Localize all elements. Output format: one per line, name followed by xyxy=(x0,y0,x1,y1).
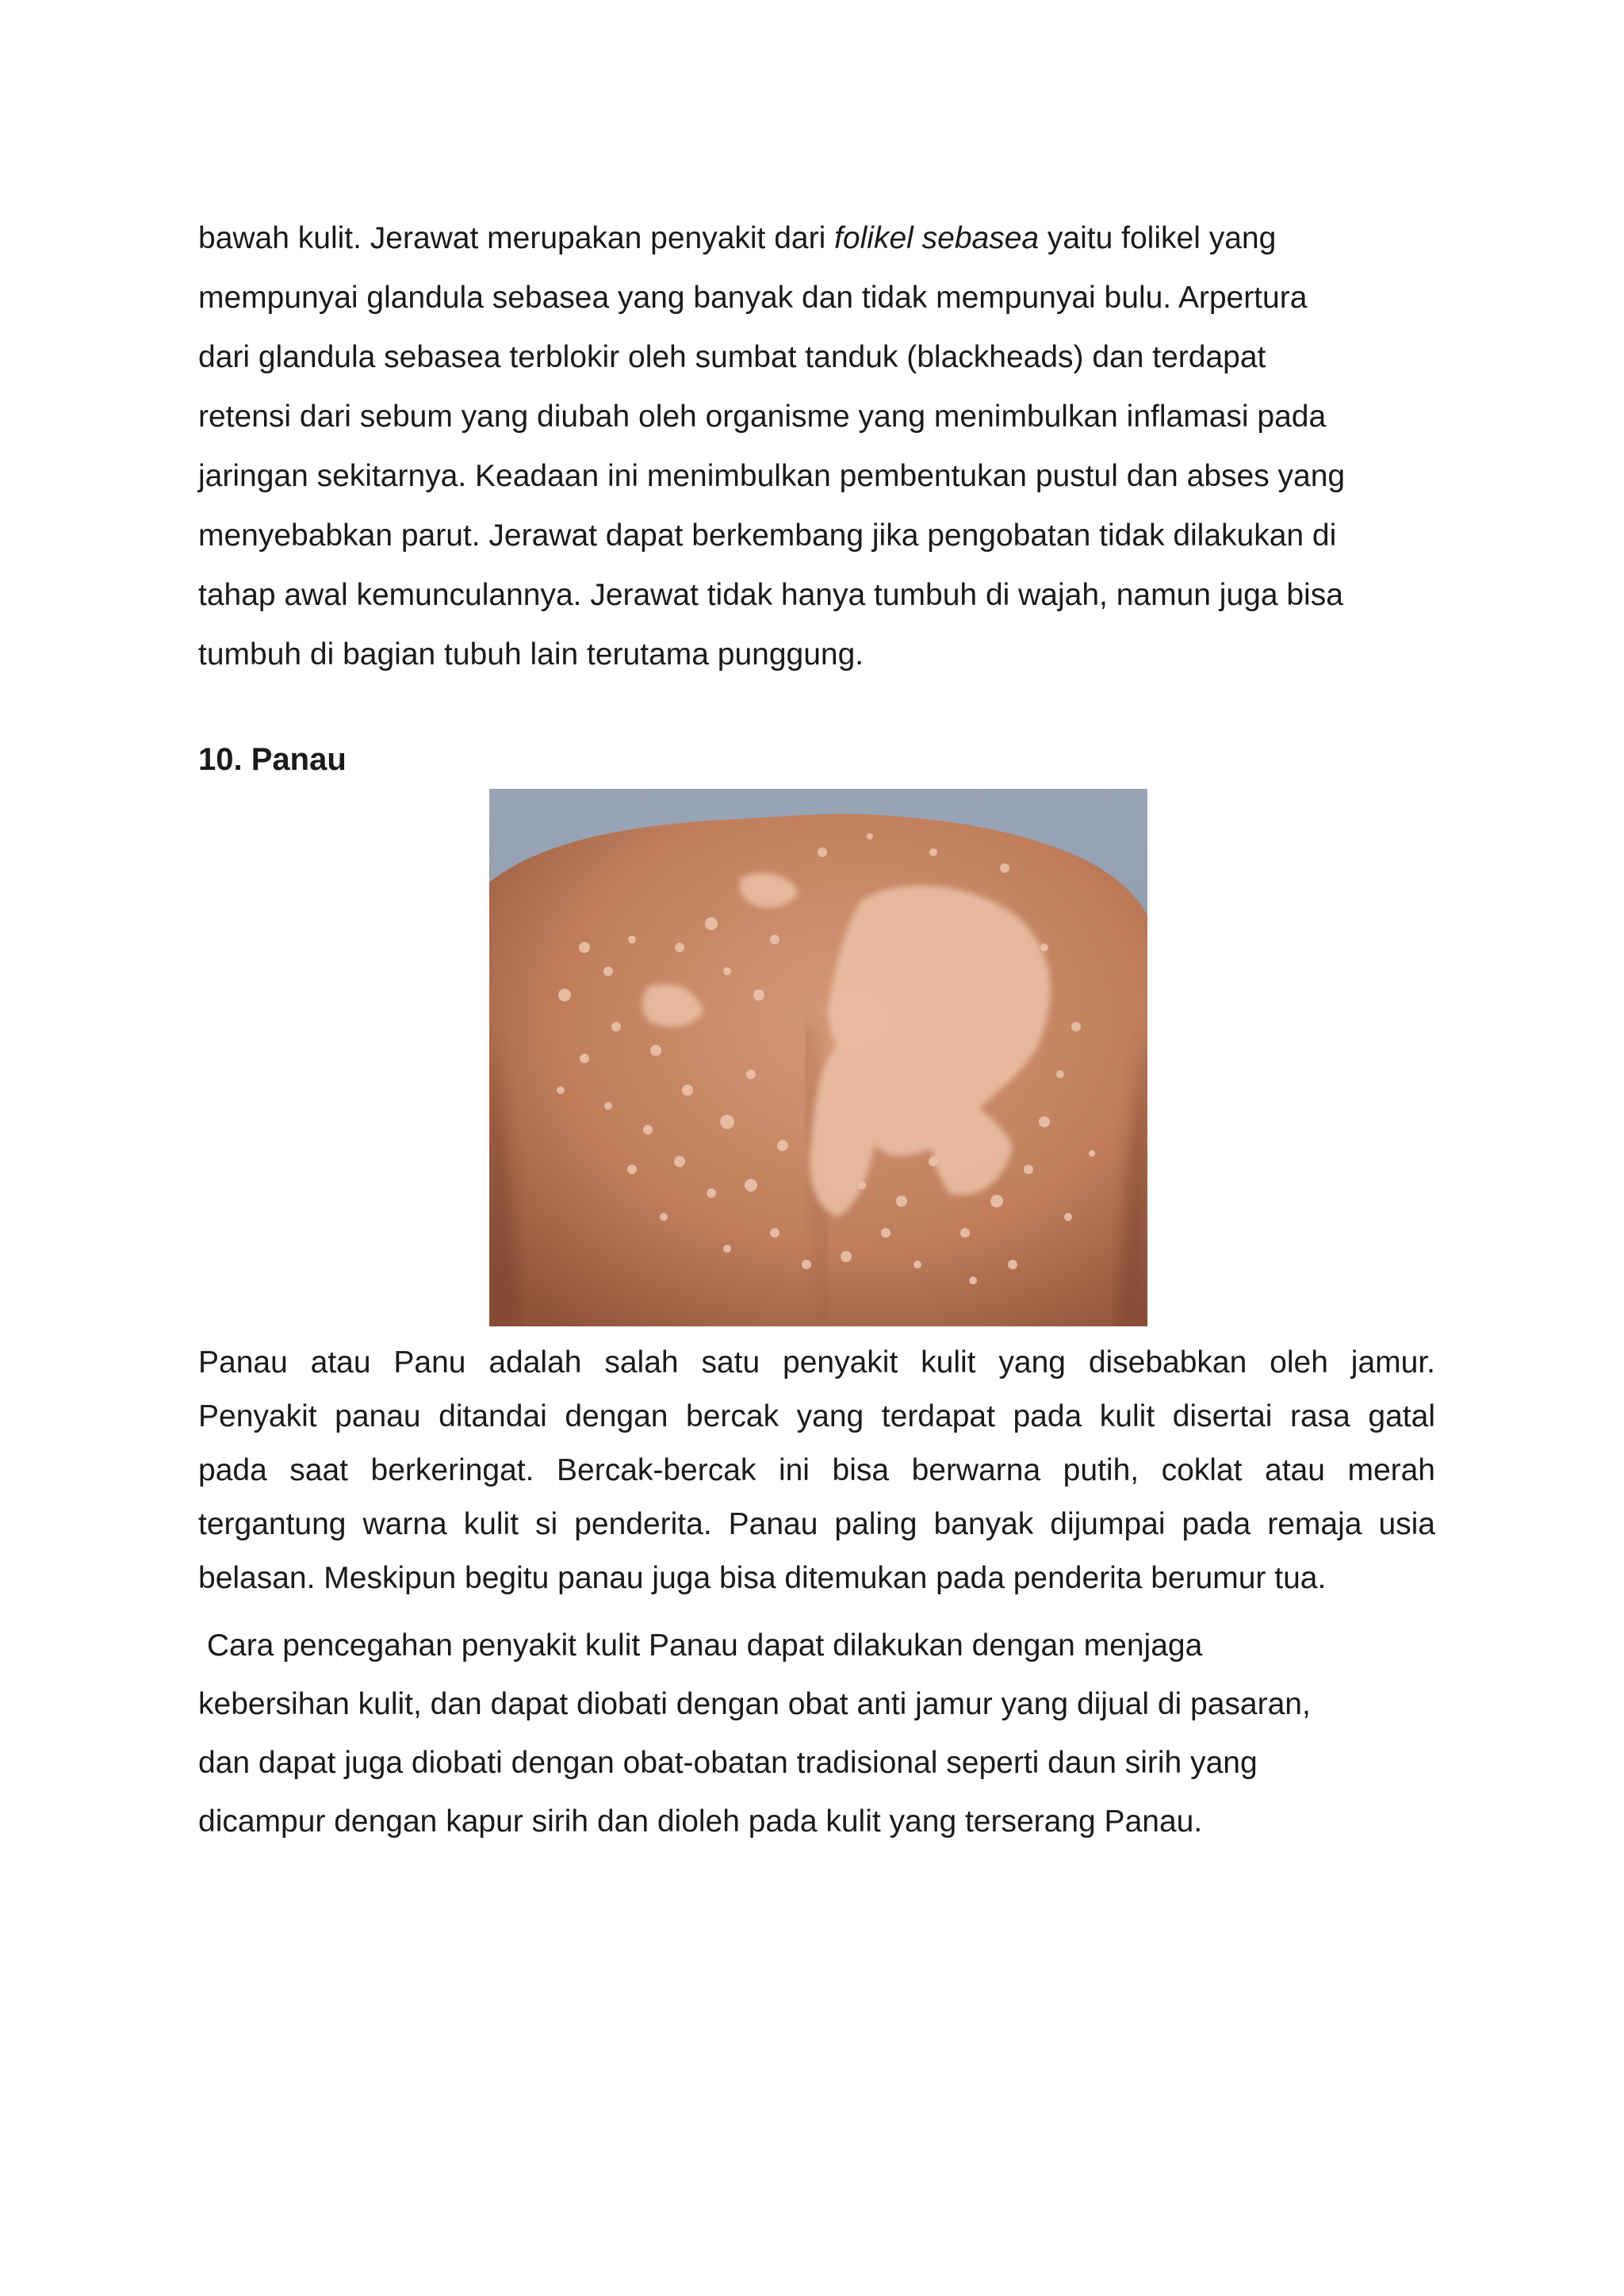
paragraph-prevention xyxy=(198,1617,1435,1851)
text-line: menyebabkan parut. Jerawat dapat berkembang jika pengobatan tidak dilakukan di xyxy=(198,519,1337,553)
text-line: dari glandula sebasea terblokir oleh sumbat tanduk (blackheads) dan terdapat xyxy=(198,340,1266,374)
italic-term: folikel sebasea xyxy=(834,221,1040,255)
panau-skin-photo xyxy=(489,789,1147,1326)
back-skin-illustration xyxy=(489,789,1147,1326)
text-line: Cara pencegahan penyakit kulit Panau dapat dilakukan dengan menjaga xyxy=(198,1628,1203,1663)
text-line: dicampur dengan kapur sirih dan dioleh pada kulit yang terserang Panau. xyxy=(198,1804,1203,1839)
text-line: retensi dari sebum yang diubah oleh organisme yang menimbulkan inflamasi pada xyxy=(198,400,1327,434)
text-line: jaringan sekitarnya. Keadaan ini menimbulkan pembentukan pustul dan abses yang xyxy=(198,459,1346,493)
text-line: Penyakit panau ditandai dengan bercak yang terdapat pada kulit disertai rasa gatal xyxy=(198,1399,1435,1433)
paragraph-panau xyxy=(198,1336,1435,1605)
text-line: dan dapat juga diobati dengan obat-obatan tradisional seperti daun sirih yang xyxy=(198,1746,1258,1780)
text-line: pada saat berkeringat. Bercak-bercak ini bisa berwarna putih, coklat atau merah xyxy=(198,1453,1435,1487)
section-heading: 10. Panau xyxy=(198,742,347,777)
text-line: bawah kulit. Jerawat merupakan penyakit dari folikel sebasea yaitu folikel yang xyxy=(198,221,1277,255)
text-line: tergantung warna kulit si penderita. Panau paling banyak dijumpai pada remaja usia xyxy=(198,1507,1435,1541)
text-line: belasan. Meskipun begitu panau juga bisa ditemukan pada penderita berumur tua. xyxy=(198,1561,1327,1595)
text-line: kebersihan kulit, dan dapat diobati dengan obat anti jamur yang dijual di pasaran, xyxy=(198,1687,1311,1721)
paragraph-acne xyxy=(198,209,1435,684)
text-line: tahap awal kemunculannya. Jerawat tidak hanya tumbuh di wajah, namun juga bisa xyxy=(198,578,1343,612)
text-line: Panau atau Panu adalah salah satu penyakit kulit yang disebabkan oleh jamur. xyxy=(198,1345,1435,1380)
text-line: mempunyai glandula sebasea yang banyak dan tidak mempunyai bulu. Arpertura xyxy=(198,281,1308,315)
text-line: tumbuh di bagian tubuh lain terutama punggung. xyxy=(198,637,864,672)
